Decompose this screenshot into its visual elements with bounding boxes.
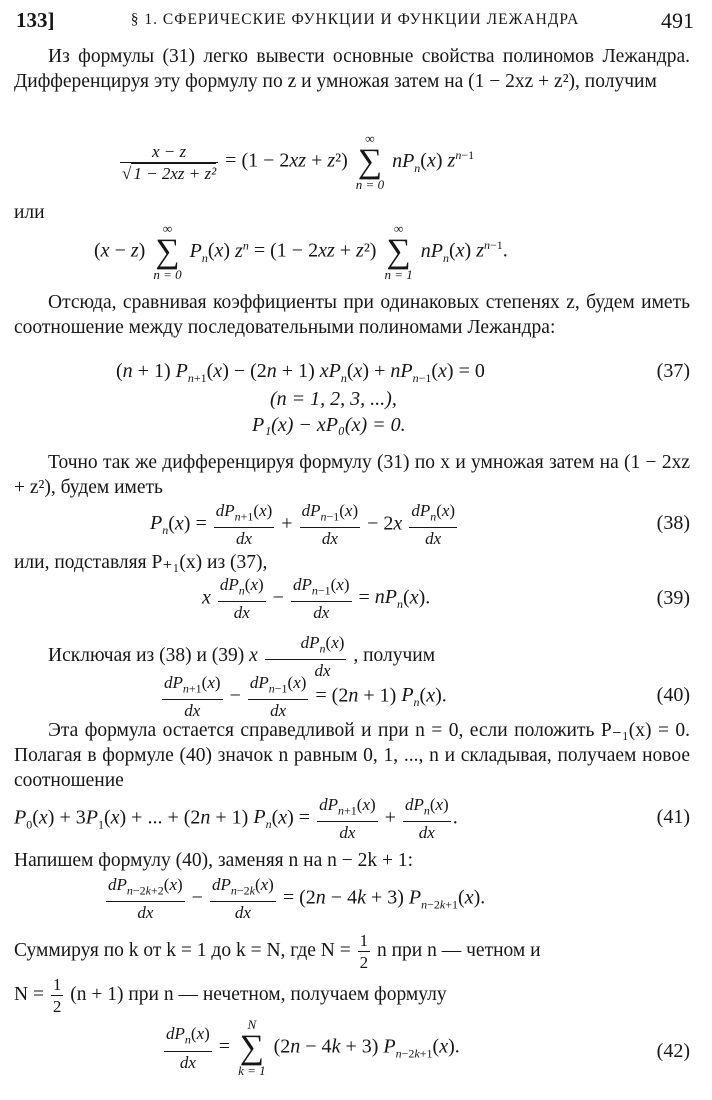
page-number: 491	[661, 8, 694, 33]
equation-39: x $dP_n(x)$ dx − $dP_{n-1}(x)$ dx = $nP_n(x)$.	[202, 575, 431, 623]
paragraph-5-end: , получим	[353, 645, 436, 667]
equation-37: (n + 1) $P_{n+1}(x) - (2n + 1) xP_n(x) + nP_{n-1}(x) = 0$	[116, 360, 485, 385]
equation-number-40: (40)	[656, 684, 690, 706]
paragraph-8-start: Суммируя по k от k = 1 до k = N, где N =	[14, 939, 351, 961]
running-header	[16, 8, 694, 38]
equation-generating-derivative: $\frac{x - z}{\text{√ 1 − 2xz + z²}}$ = (1 − 2xz + z²) ∞ ∑ n = 0 $nP_n(x)$ $z^{n-1}$	[122, 131, 475, 192]
paragraph-1: Из формулы (31) легко вывести основные свойства полиномов Лежандра. Дифференцируя эту формулу по z и умножая затем на (1 − 2xz + z²), получим	[14, 46, 690, 92]
paragraph-4: или, подставляя P₊₁(x) из (37),	[14, 552, 268, 573]
paragraph-9: N = $\frac{1}{2}$ (n + 1) при n — нечетном, получаем формулу	[14, 975, 447, 1016]
paragraph-9-start: N =	[14, 983, 44, 1005]
section-number: 133]	[16, 8, 55, 32]
equation-38: $P_n(x)$ = $dP_{n+1}(x)$ dx + $dP_{n-1}(x)$ dx − 2x $dP_n(x)$ dx	[150, 501, 456, 549]
paragraph-6: Эта формула остается справедливой и при n = 0, если положить P₋₁(x) = 0. Полагая в формуле (40) значок n равным 0, 1, ..., n и складывая, получаем новое соотношение	[14, 720, 690, 791]
equation-41: $P_0(x) + 3P_1(x)$ + ... + (2n + 1) $P_n(x)$ = $dP_{n+1}(x)$ dx + $dP_n(x)$ dx .	[14, 795, 458, 843]
equation-number-41: (41)	[656, 806, 690, 828]
paragraph-8: Суммируя по k от k = 1 до k = N, где N = $\frac{1}{2}$ n при n — четном и	[14, 931, 541, 972]
running-title: § 1. СФЕРИЧЕСКИЕ ФУНКЦИИ И ФУНКЦИИ ЛЕЖАНДРА	[130, 11, 580, 28]
equation-series-identity: (x − z) ∞ ∑ n = 0 $P_n(x) z^n = (1 - 2xz + z^2)$ ∞ ∑ n = 1 $nP_n(x)$ $z^{n-1}$.	[94, 221, 508, 282]
equation-40: $dP_{n+1}(x)$ dx − $dP_{n-1}(x)$ dx = (2n + 1) $P_n(x)$.	[164, 673, 447, 721]
paragraph-2: Отсюда, сравнивая коэффициенты при одинаковых степенях z, будем иметь соотношение между последовательными полиномами Лежандра:	[14, 292, 690, 338]
paragraph-9-end: (n + 1) при n — нечетном, получаем формулу	[70, 983, 447, 1005]
paragraph-5: Исключая из (38) и (39) x $dP_n(x)$ dx , получим	[48, 633, 436, 681]
equation-number-37: (37)	[656, 360, 690, 382]
word-or-1: или	[14, 202, 45, 223]
paragraph-5-start: Исключая из (38) и (39)	[48, 645, 245, 667]
equation-recurrence-shifted: $dP_{n-2k+2}(x)$ dx − $dP_{n-2k}(x)$ dx = (2n − 4k + 3) $P_{n-2k+1}(x)$.	[108, 875, 486, 923]
paragraph-8-end: n при n — четном и	[377, 939, 541, 961]
equation-number-42: (42)	[656, 1040, 690, 1062]
equation-37-initial: P₁(x) − xP₀(x) = 0.	[252, 414, 406, 436]
paragraph-7: Напишем формулу (40), заменяя n на n − 2k + 1:	[14, 850, 414, 871]
equation-37-condition: (n = 1, 2, 3, ...),	[270, 388, 397, 410]
equation-42: $dP_n(x)$ dx = N ∑ k = 1 (2n − 4k + 3) $P_{n-2k+1}(x)$.	[166, 1017, 460, 1078]
equation-number-38: (38)	[656, 512, 690, 534]
paragraph-3: Точно так же дифференцируя формулу (31) по x и умножая затем на (1 − 2xz + z²), будем иметь	[14, 452, 690, 498]
equation-number-39: (39)	[656, 587, 690, 609]
